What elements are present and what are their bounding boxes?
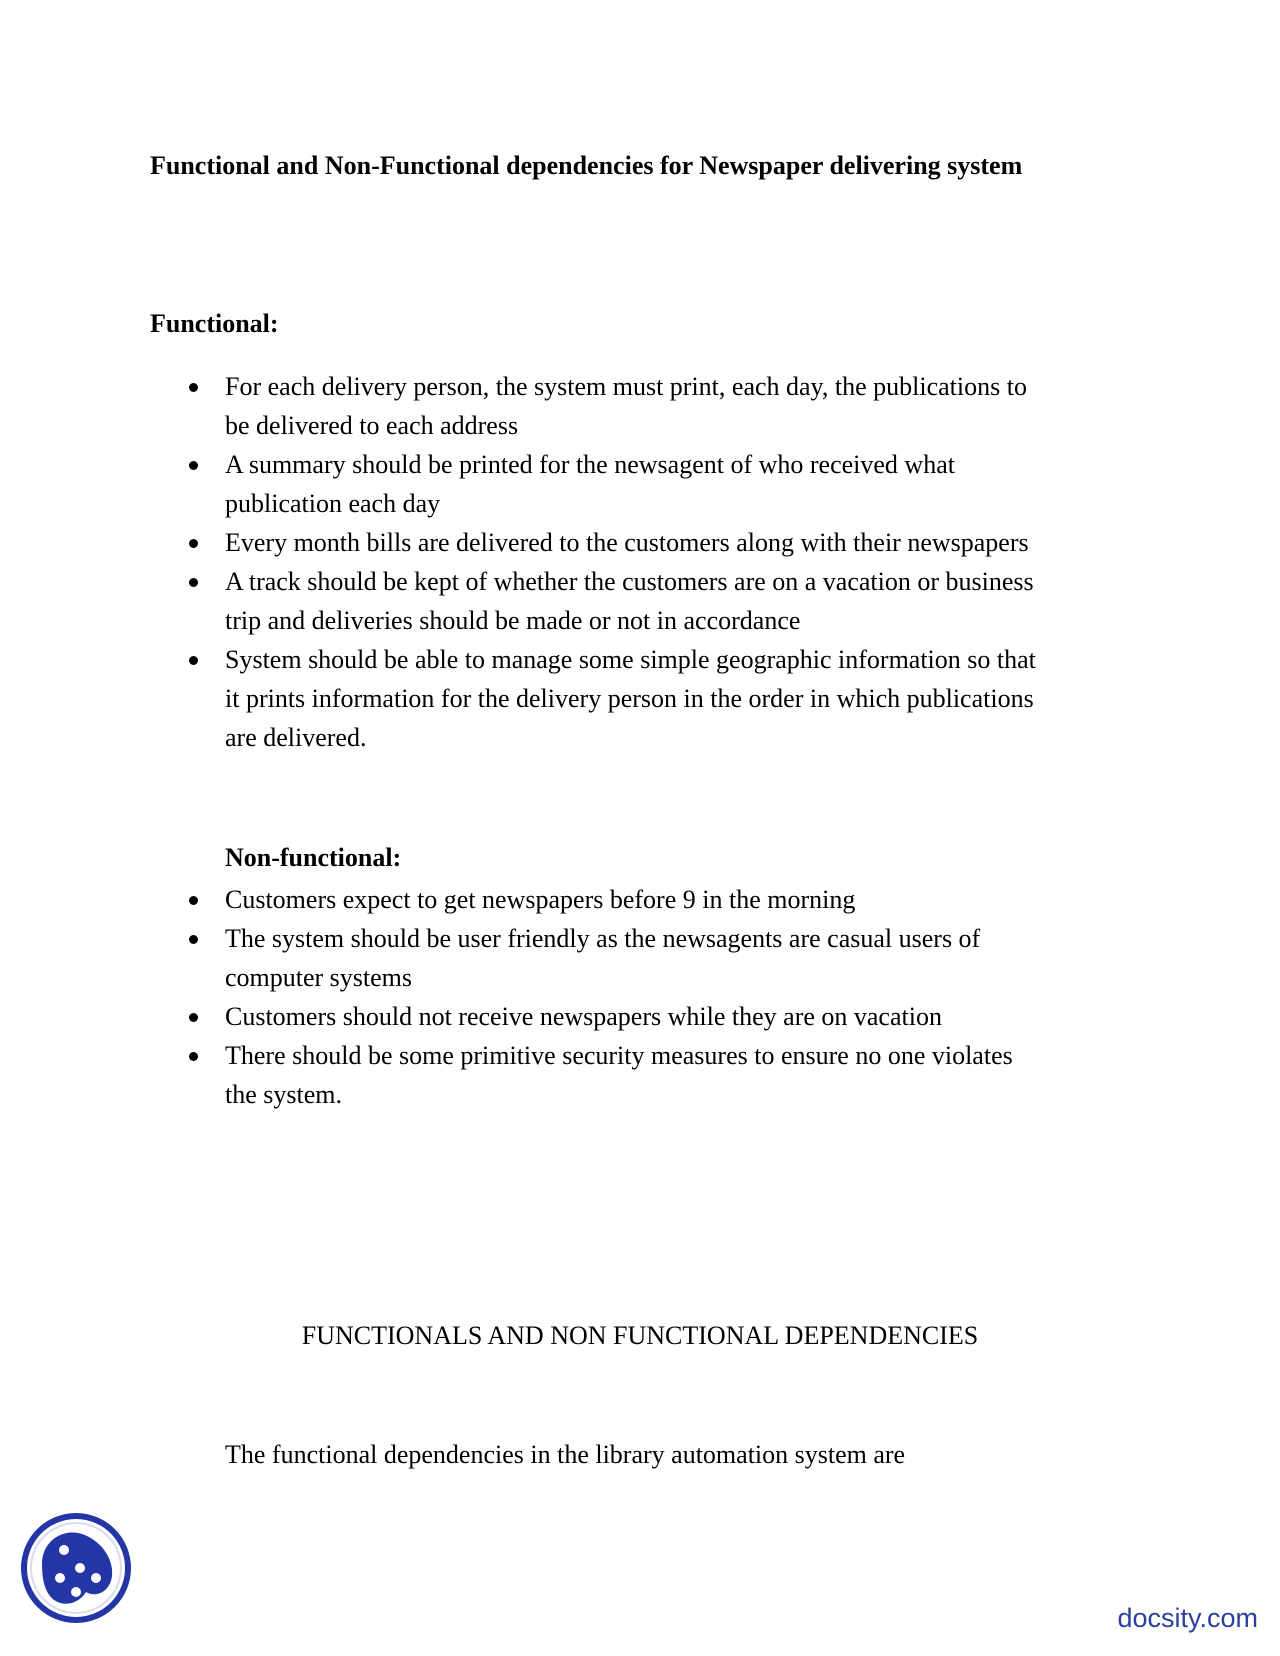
list-item-text: A track should be kept of whether the customers are on a vacation or business trip and deliveries should be made or not in accordance (225, 567, 1034, 635)
list-item-text: A summary should be printed for the newsagent of who received what publication each day (225, 450, 955, 518)
list-item (150, 562, 1050, 640)
bullet-icon (189, 461, 198, 470)
nonfunctional-list (150, 880, 1050, 1114)
section-heading: FUNCTIONALS AND NON FUNCTIONAL DEPENDENCIES (301, 1321, 979, 1350)
list-item-text: For each delivery person, the system must print, each day, the publications to be delivered to each address (225, 372, 1027, 440)
bullet-icon (189, 1052, 198, 1061)
list-item-text: Every month bills are delivered to the customers along with their newspapers (225, 528, 1029, 557)
list-item-text: There should be some primitive security measures to ensure no one violates the system. (225, 1041, 1013, 1109)
list-item (150, 880, 1050, 919)
functional-heading: Functional: (150, 309, 279, 338)
bullet-icon (189, 539, 198, 548)
document-title: Functional and Non-Functional dependencies for Newspaper delivering system (150, 151, 1023, 180)
list-item-text: The system should be user friendly as the newsagents are casual users of computer systems (225, 924, 981, 992)
list-item (150, 1036, 1050, 1114)
list-item-text: System should be able to manage some simple geographic information so that it prints information for the delivery person in the order in which publications are delivered. (225, 645, 1036, 752)
bullet-icon (189, 656, 198, 665)
list-item-text: Customers expect to get newspapers before 9 in the morning (225, 885, 856, 914)
list-item (150, 640, 1050, 757)
nonfunctional-heading: Non-functional: (225, 843, 402, 872)
list-item (150, 445, 1050, 523)
list-item (150, 523, 1050, 562)
list-item (150, 367, 1050, 445)
docsity-logo-icon[interactable] (20, 1512, 132, 1624)
list-item (150, 919, 1050, 997)
list-item (150, 997, 1050, 1036)
bullet-icon (189, 578, 198, 587)
bullet-icon (189, 1013, 198, 1022)
list-item-text: Customers should not receive newspapers while they are on vacation (225, 1002, 942, 1031)
intro-paragraph: The functional dependencies in the library automation system are (225, 1440, 906, 1469)
bullet-icon (189, 935, 198, 944)
bullet-icon (189, 383, 198, 392)
bullet-icon (189, 896, 198, 905)
docsity-brand-link[interactable]: docsity.com (1117, 1603, 1258, 1633)
functional-list (150, 367, 1050, 757)
